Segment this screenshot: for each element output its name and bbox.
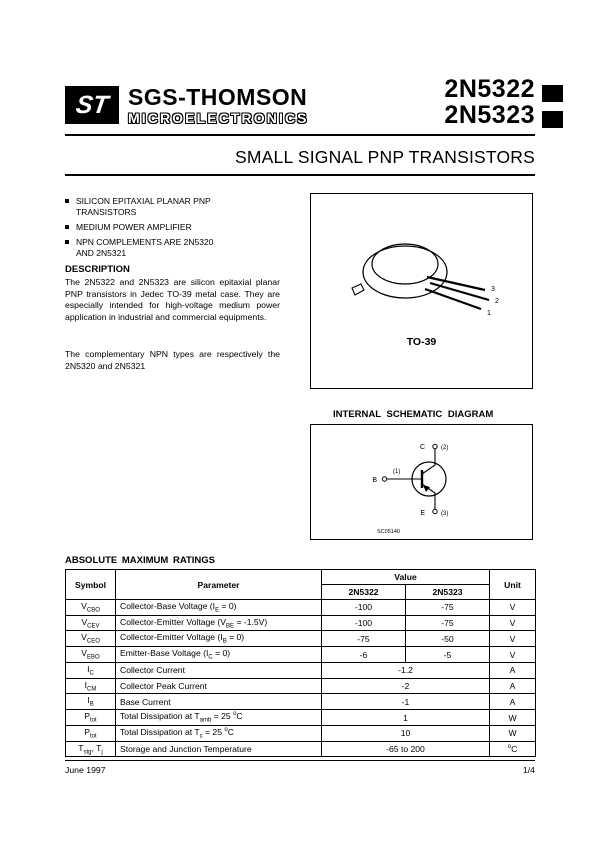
symbol-cell: $I_B$ <box>66 694 116 710</box>
ratings-table <box>65 569 536 757</box>
parameter-cell: Collector Current <box>116 662 322 678</box>
ratings-heading: ABSOLUTE MAXIMUM RATINGS <box>65 555 216 566</box>
table-row <box>66 600 536 616</box>
value-cell: -100 <box>322 615 406 631</box>
st-logo <box>65 86 119 124</box>
unit-cell: $^o$C <box>490 741 536 757</box>
col-part1: 2N5322 <box>322 585 406 600</box>
list-item <box>65 237 265 259</box>
brand-name: SGS-THOMSON <box>128 84 308 110</box>
title-divider <box>65 174 535 176</box>
package-box <box>310 193 533 389</box>
value-cell: -65 to 200 <box>322 741 490 757</box>
pnp-transistor-schematic <box>311 425 534 537</box>
part-numbers <box>444 76 535 128</box>
col-part2: 2N5323 <box>406 585 490 600</box>
part-number-1: 2N5322 <box>444 75 535 103</box>
table-row <box>66 741 536 757</box>
symbol-cell: $V_{CEV}$ <box>66 615 116 631</box>
print-edge-mark <box>542 85 563 102</box>
list-item <box>65 196 265 218</box>
footer-date: June 1997 <box>65 765 106 775</box>
brand-header <box>65 86 309 126</box>
value-cell: -75 <box>322 631 406 647</box>
emitter-pin: (3) <box>441 511 449 517</box>
value-cell: -1 <box>322 694 490 710</box>
col-parameter: Parameter <box>116 570 322 600</box>
table-row <box>66 694 536 710</box>
value-cell: -6 <box>322 647 406 663</box>
symbol-cell: $I_{CM}$ <box>66 678 116 694</box>
table-row <box>66 662 536 678</box>
unit-cell: V <box>490 615 536 631</box>
schematic-heading: INTERNAL SCHEMATIC DIAGRAM <box>333 409 494 420</box>
table-row <box>66 647 536 663</box>
description-heading: DESCRIPTION <box>65 264 130 275</box>
base-pin: (1) <box>393 469 401 475</box>
symbol-cell: $P_{tot}$ <box>66 725 116 741</box>
package-lead <box>430 283 489 300</box>
table-header-row <box>66 570 536 585</box>
value-cell: -75 <box>406 615 490 631</box>
value-cell: -50 <box>406 631 490 647</box>
table-row <box>66 678 536 694</box>
unit-cell: A <box>490 678 536 694</box>
symbol-cell: $V_{EBO}$ <box>66 647 116 663</box>
bullet-icon <box>65 199 69 203</box>
bullet-icon <box>65 240 69 244</box>
symbol-cell: $I_C$ <box>66 662 116 678</box>
bullet-icon <box>65 225 69 229</box>
list-item <box>65 222 265 233</box>
col-unit: Unit <box>490 570 536 600</box>
emitter-label: E <box>420 510 425 517</box>
symbol-cell: $P_{tot}$ <box>66 710 116 726</box>
collector-label: C <box>419 444 425 451</box>
package-tab <box>352 284 364 295</box>
unit-cell: A <box>490 662 536 678</box>
schematic-code: SC05140 <box>377 529 400 535</box>
table-row <box>66 725 536 741</box>
value-cell: -75 <box>406 600 490 616</box>
unit-cell: A <box>490 694 536 710</box>
base-label: B <box>372 477 377 484</box>
value-cell: 1 <box>322 710 490 726</box>
table-row <box>66 615 536 631</box>
value-cell: -2 <box>322 678 490 694</box>
parameter-cell: Emitter-Base Voltage $(I_C = 0)$ <box>116 647 322 663</box>
package-name: TO-39 <box>406 336 437 348</box>
symbol-cell: $V_{CBO}$ <box>66 600 116 616</box>
unit-cell: W <box>490 710 536 726</box>
pin-label: 2 <box>494 298 499 305</box>
col-value: Value <box>322 570 490 585</box>
to39-package-drawing <box>327 220 517 328</box>
parameter-cell: Collector-Emitter Voltage $(I_B = 0)$ <box>116 631 322 647</box>
unit-cell: W <box>490 725 536 741</box>
part-number-2: 2N5323 <box>444 101 535 129</box>
page-number: 1/4 <box>522 765 535 775</box>
parameter-cell: Total Dissipation at $T_{amb} = 25$ $^o$C <box>116 710 322 726</box>
feature-text: MEDIUM POWER AMPLIFIER <box>76 222 192 232</box>
collector-pin: (2) <box>441 445 449 451</box>
description-paragraph: The complementary NPN types are respectively the 2N5320 and 2N5321 <box>65 349 280 371</box>
unit-cell: V <box>490 600 536 616</box>
schematic-box <box>310 424 533 540</box>
footer-divider <box>65 760 535 761</box>
st-logo-icon: ST <box>74 90 111 119</box>
feature-text: NPN COMPLEMENTS ARE 2N5320 AND 2N5321 <box>76 237 214 258</box>
print-edge-mark <box>542 111 563 128</box>
symbol-cell: $T_{stg}$, $T_j$ <box>66 741 116 757</box>
pin-label: 1 <box>486 310 491 317</box>
parameter-cell: Collector-Emitter Voltage $(V_{BE} = -1.5V)$ <box>116 615 322 631</box>
pin-label: 3 <box>490 286 495 293</box>
brand-subtitle: MICROELECTRONICS <box>128 110 309 126</box>
unit-cell: V <box>490 647 536 663</box>
parameter-cell: Base Current <box>116 694 322 710</box>
value-cell: -100 <box>322 600 406 616</box>
value-cell: -1.2 <box>322 662 490 678</box>
package-lead <box>425 289 481 309</box>
parameter-cell: Collector-Base Voltage $(I_E = 0)$ <box>116 600 322 616</box>
features-list <box>65 196 265 263</box>
header-divider <box>65 134 535 136</box>
description-paragraph: The 2N5322 and 2N5323 are silicon epitaxial planar PNP transistors in Jedec TO-39 metal case. They are especially intended for high-voltage medium power application in industrial and commercial equipments. <box>65 277 280 322</box>
symbol-cell: $V_{CEO}$ <box>66 631 116 647</box>
parameter-cell: Storage and Junction Temperature <box>116 741 322 757</box>
value-cell: -5 <box>406 647 490 663</box>
value-cell: 10 <box>322 725 490 741</box>
table-row <box>66 710 536 726</box>
parameter-cell: Total Dissipation at $T_c = 25$ $^o$C <box>116 725 322 741</box>
feature-text: SILICON EPITAXIAL PLANAR PNP TRANSISTORS <box>76 196 211 217</box>
page-title: SMALL SIGNAL PNP TRANSISTORS <box>235 147 535 167</box>
unit-cell: V <box>490 631 536 647</box>
parameter-cell: Collector Peak Current <box>116 678 322 694</box>
table-row <box>66 631 536 647</box>
brand-block <box>128 86 309 126</box>
col-symbol: Symbol <box>66 570 116 600</box>
